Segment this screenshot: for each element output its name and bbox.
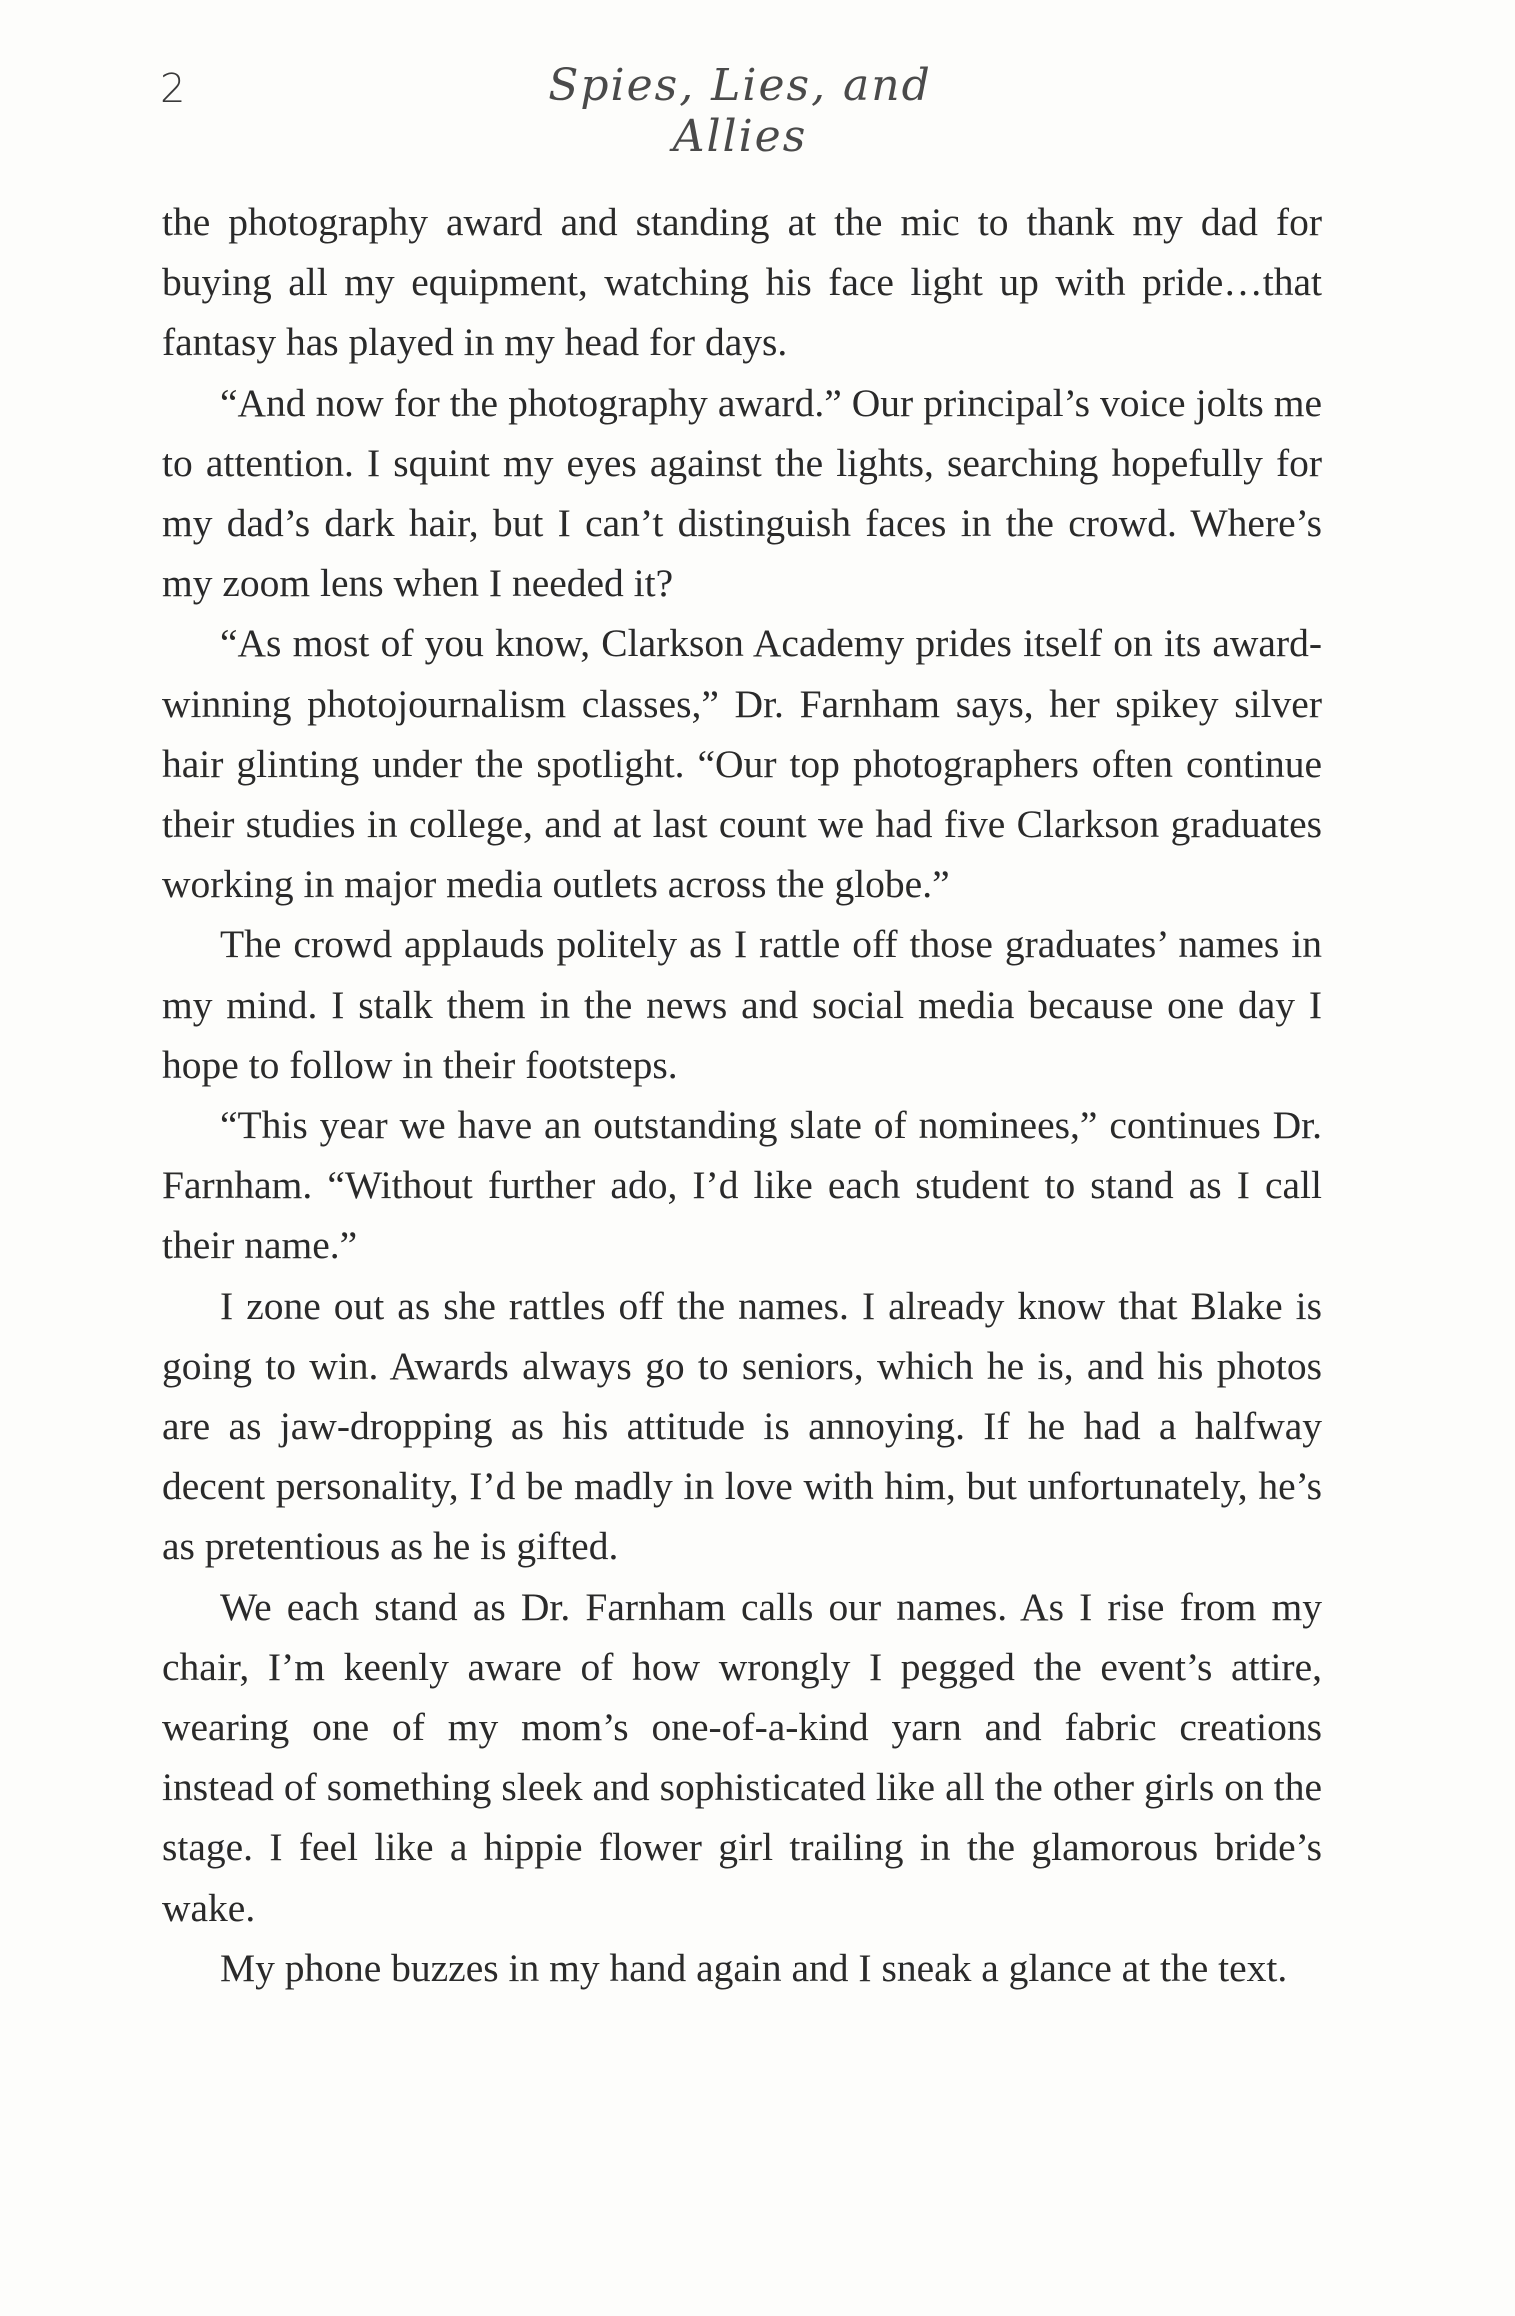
paragraph-8: My phone buzzes in my hand again and I sneak a glance at the text. [220,1945,1288,1990]
running-title: Spies, Lies, and Allies [548,60,932,162]
body-text [162,192,1322,1998]
page-header [160,60,1320,162]
paragraph-1: the photography award and standing at the mic to thank my dad for buying all my equipment, watching his face light up with pride…that fantasy has played in my head for days. [162,200,1322,365]
paragraph-5: “This year we have an outstanding slate of nominees,” continues Dr. Farnham. “Without further ado, I’d like each student to stand as I call their name.” [162,1103,1322,1268]
paragraph-4: The crowd applauds politely as I rattle off those graduates’ names in my mind. I stalk them in the news and social media because one day I hope to follow in their footsteps. [162,922,1322,1087]
paragraph-3: “As most of you know, Clarkson Academy prides itself on its award-winning photojournalism classes,” Dr. Farnham says, her spikey silver hair glinting under the spotlight. “Our top photographers often continue their studies in college, and at last count we had five Clarkson graduates working in major media outlets across the globe.” [162,621,1322,907]
page-number: 2 [160,66,187,112]
paragraph-6: I zone out as she rattles off the names. I already know that Blake is going to win. Awards always go to seniors, which he is, and his photos are as jaw-dropping as his attitude is annoying. If he had a halfway decent personality, I’d be madly in love with him, but unfortunately, he’s as pretentious as he is gifted. [162,1283,1322,1569]
paragraph-2: “And now for the photography award.” Our principal’s voice jolts me to attention. I squint my eyes against the lights, searching hopefully for my dad’s dark hair, but I can’t distinguish faces in the crowd. Where’s my zoom lens when I needed it? [162,380,1322,606]
paragraph-7: We each stand as Dr. Farnham calls our names. As I rise from my chair, I’m keenly aware of how wrongly I pegged the event’s attire, wearing one of my mom’s one-of-a-kind yarn and fabric creations instead of something sleek and sophisticated like all the other girls on the stage. I feel like a hippie flower girl trailing in the glamorous bride’s wake. [162,1584,1322,1930]
